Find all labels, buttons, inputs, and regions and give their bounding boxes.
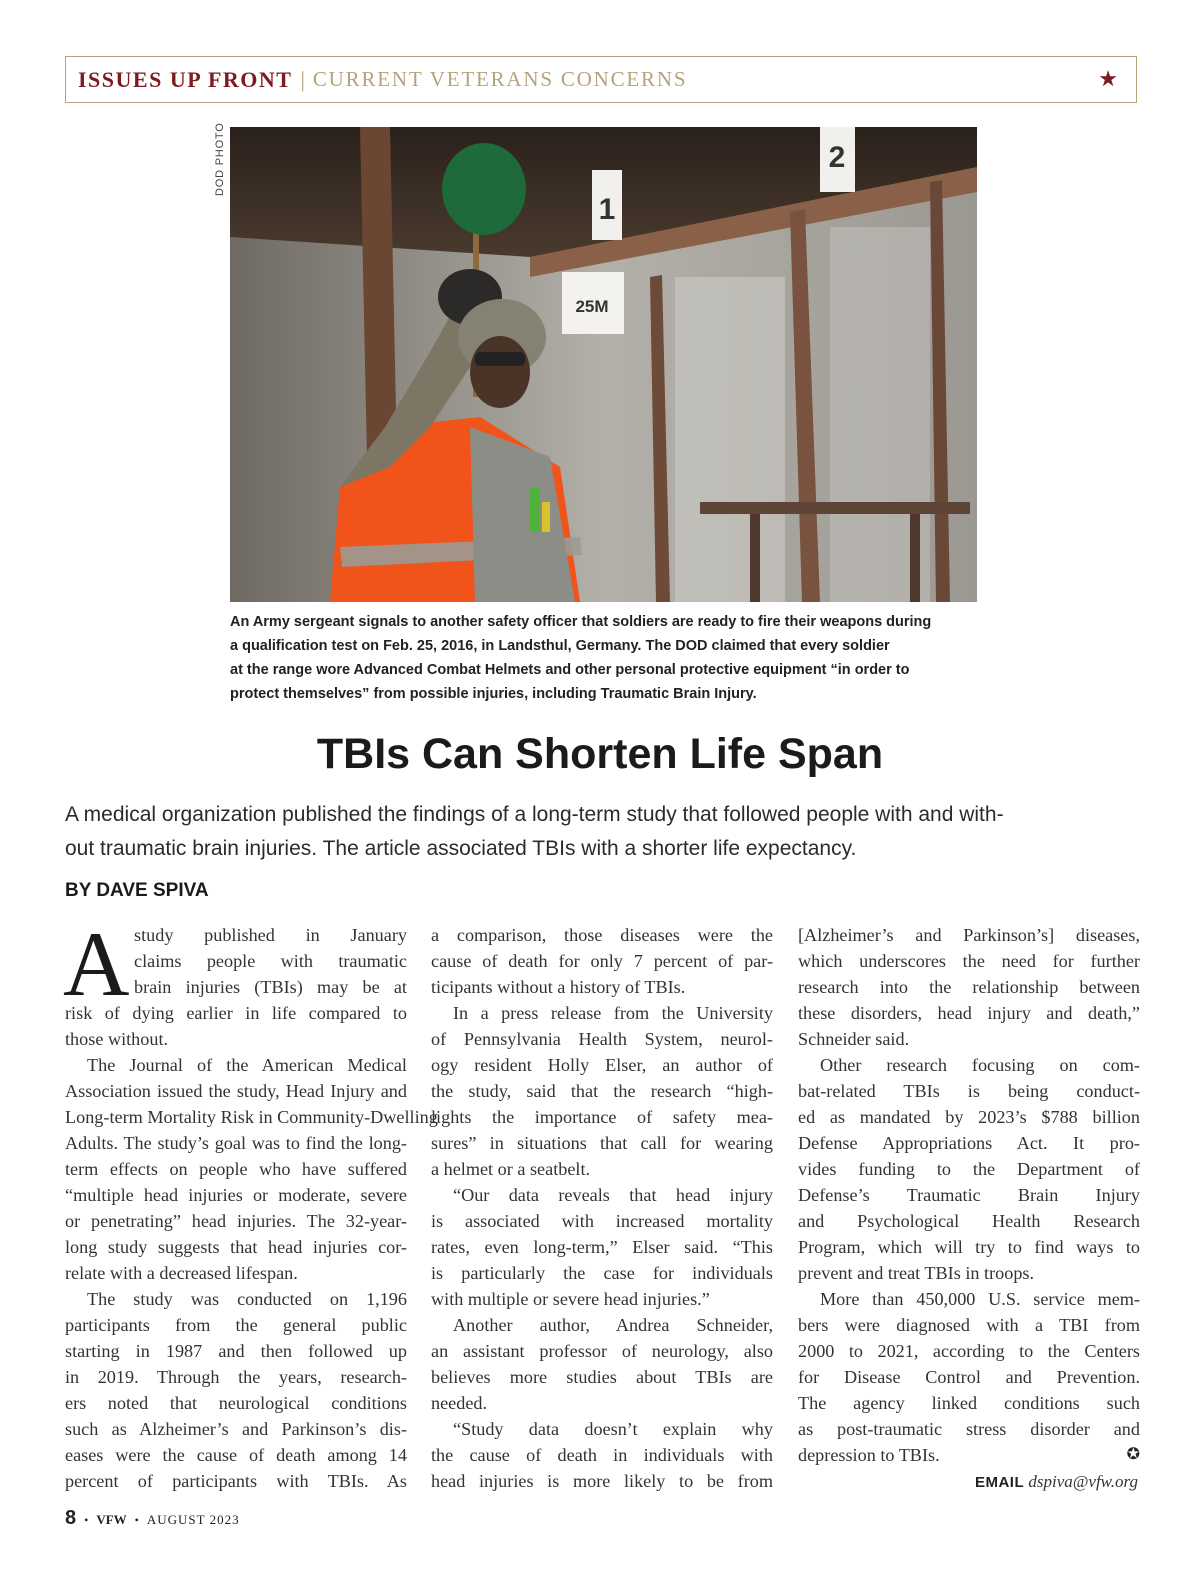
body-line: The study was conducted on 1,196 [87, 1289, 407, 1309]
caption-line: at the range wore Advanced Combat Helmets and other personal protective equipment “in order to [230, 662, 910, 678]
body-line: “multiple head injuries or moderate, severe [65, 1185, 407, 1205]
caption-line: protect themselves” from possible injuries, including Traumatic Brain Injury. [230, 686, 757, 702]
body-line: vides funding to the Department of [798, 1159, 1140, 1179]
byline: BY DAVE SPIVA [65, 880, 209, 901]
body-line: the study, said that the research “high- [431, 1081, 773, 1101]
body-line: study published in January [134, 925, 407, 945]
dek-line: A medical organization published the findings of a long-term study that followed people with and with- [65, 803, 1004, 826]
section-header [65, 56, 1137, 103]
body-line: More than 450,000 U.S. service mem- [820, 1289, 1140, 1309]
body-line: of Pennsylvania Health System, neurol- [431, 1029, 773, 1049]
footer-bullet: • [84, 1513, 89, 1527]
section-separator: | [300, 66, 305, 92]
body-line: the cause of death in individuals with [431, 1445, 773, 1465]
end-mark-icon: ✪ [1126, 1446, 1140, 1463]
body-line: with multiple or severe head injuries.” [431, 1289, 710, 1309]
body-line: and Psychological Health Research [798, 1211, 1140, 1231]
page-number: 8 [65, 1507, 77, 1529]
body-line: Long-term Mortality Risk in Community-Dwelling [65, 1107, 438, 1127]
article-headline: TBIs Can Shorten Life Span [316, 730, 884, 778]
body-line: bat-related TBIs is being conduct- [798, 1081, 1140, 1101]
range-marker-sign: 25M [575, 297, 609, 316]
article-column-1 [63, 913, 438, 1494]
body-line: ers noted that neurological conditions [65, 1393, 407, 1413]
photo-credit: DOD PHOTO [214, 122, 226, 196]
body-line: for Disease Control and Prevention. [798, 1367, 1140, 1387]
body-line: percent of participants with TBIs. As [65, 1471, 407, 1491]
body-line: In a press release from the University [453, 1003, 773, 1023]
body-line: rates, even long-term,” Elser said. “This [431, 1237, 773, 1257]
body-line: 2000 to 2021, according to the Centers [798, 1341, 1140, 1361]
section-subtitle: CURRENT VETERANS CONCERNS [312, 67, 688, 91]
body-line: sures” in situations that call for wearing [431, 1133, 773, 1153]
body-line: bers were diagnosed with a TBI from [798, 1315, 1140, 1335]
body-line [798, 1442, 1140, 1468]
body-line: Another author, Andrea Schneider, [453, 1315, 773, 1335]
body-line: Defense Appropriations Act. It pro- [798, 1133, 1140, 1153]
section-title: ISSUES UP FRONT [78, 66, 293, 92]
article-photo [230, 127, 977, 602]
dek-line: out traumatic brain injuries. The article associated TBIs with a shorter life expectancy. [65, 837, 857, 860]
body-line: an assistant professor of neurology, also [431, 1341, 773, 1361]
body-line: in 2019. Through the years, research- [65, 1367, 407, 1387]
body-line: research into the relationship between [798, 977, 1140, 997]
magazine-name: VFW [96, 1512, 127, 1527]
body-line: starting in 1987 and then followed up [65, 1341, 407, 1361]
body-line: The agency linked conditions such [798, 1393, 1140, 1413]
body-line: ticipants without a history of TBIs. [431, 977, 686, 997]
body-line-text: depression to TBIs. [798, 1445, 940, 1465]
body-line: ogy resident Holly Elser, an author of [431, 1055, 773, 1075]
body-line: needed. [431, 1393, 488, 1413]
body-line: Program, which will try to find ways to [798, 1237, 1140, 1257]
article-dek [65, 798, 1145, 866]
body-line: which underscores the need for further [798, 951, 1140, 971]
soldier-range-illustration [230, 127, 977, 602]
body-line: Defense’s Traumatic Brain Injury [798, 1185, 1140, 1205]
body-line: those without. [65, 1029, 169, 1049]
body-line: Schneider said. [798, 1029, 910, 1049]
page-footer [65, 1507, 240, 1530]
lane-sign-1: 1 [598, 193, 616, 226]
article-column-2 [431, 922, 773, 1494]
issue-date: AUGUST 2023 [146, 1512, 240, 1527]
body-line: prevent and treat TBIs in troops. [798, 1263, 1035, 1283]
drop-cap: A [63, 913, 130, 1015]
body-line: or penetrating” head injuries. The 32-year- [65, 1211, 407, 1231]
body-line: participants from the general public [65, 1315, 407, 1335]
email-label: EMAIL [974, 1474, 1025, 1491]
body-line: relate with a decreased lifespan. [65, 1263, 298, 1283]
body-line: ed as mandated by 2023’s $788 billion [798, 1107, 1140, 1127]
caption-line: a qualification test on Feb. 25, 2016, in Landsthul, Germany. The DOD claimed that every soldier [230, 638, 890, 654]
star-icon: ★ [1098, 66, 1118, 91]
body-line: “Our data reveals that head injury [453, 1185, 773, 1205]
email-address[interactable]: dspiva@vfw.org [1028, 1472, 1138, 1491]
caption-line: An Army sergeant signals to another safety officer that soldiers are ready to fire their weapons during [230, 614, 932, 630]
footer-bullet: • [134, 1513, 139, 1527]
body-line: lights the importance of safety mea- [431, 1107, 773, 1127]
body-line: such as Alzheimer’s and Parkinson’s dis- [65, 1419, 407, 1439]
body-line: The Journal of the American Medical [87, 1055, 407, 1075]
body-line: eases were the cause of death among 14 [65, 1445, 407, 1465]
body-line: cause of death for only 7 percent of par- [431, 951, 773, 971]
body-line: these disorders, head injury and death,” [798, 1003, 1140, 1023]
body-line: term effects on people who have suffered [65, 1159, 407, 1179]
author-email [975, 1472, 1138, 1492]
body-line: risk of dying earlier in life compared to [65, 1003, 407, 1023]
body-line: “Study data doesn’t explain why [453, 1419, 773, 1439]
body-line: is associated with increased mortality [431, 1211, 773, 1231]
lane-sign-2: 2 [828, 141, 846, 174]
body-line: Association issued the study, Head Injury and [65, 1081, 407, 1101]
body-line: a helmet or a seatbelt. [431, 1159, 591, 1179]
photo-caption [230, 610, 980, 706]
body-line: as post-traumatic stress disorder and [798, 1419, 1140, 1439]
body-line: long study suggests that head injuries cor- [65, 1237, 407, 1257]
body-line: brain injuries (TBIs) may be at [134, 977, 407, 997]
body-line: Other research focusing on com- [820, 1055, 1140, 1075]
article-column-3 [798, 922, 1140, 1468]
body-line: a comparison, those diseases were the [431, 925, 773, 945]
body-line: head injuries is more likely to be from [431, 1471, 773, 1491]
body-line: is particularly the case for individuals [431, 1263, 773, 1283]
body-line: believes more studies about TBIs are [431, 1367, 773, 1387]
body-line: claims people with traumatic [134, 951, 407, 971]
body-line: [Alzheimer’s and Parkinson’s] diseases, [798, 925, 1140, 945]
body-line: Adults. The study’s goal was to find the long- [65, 1133, 407, 1153]
